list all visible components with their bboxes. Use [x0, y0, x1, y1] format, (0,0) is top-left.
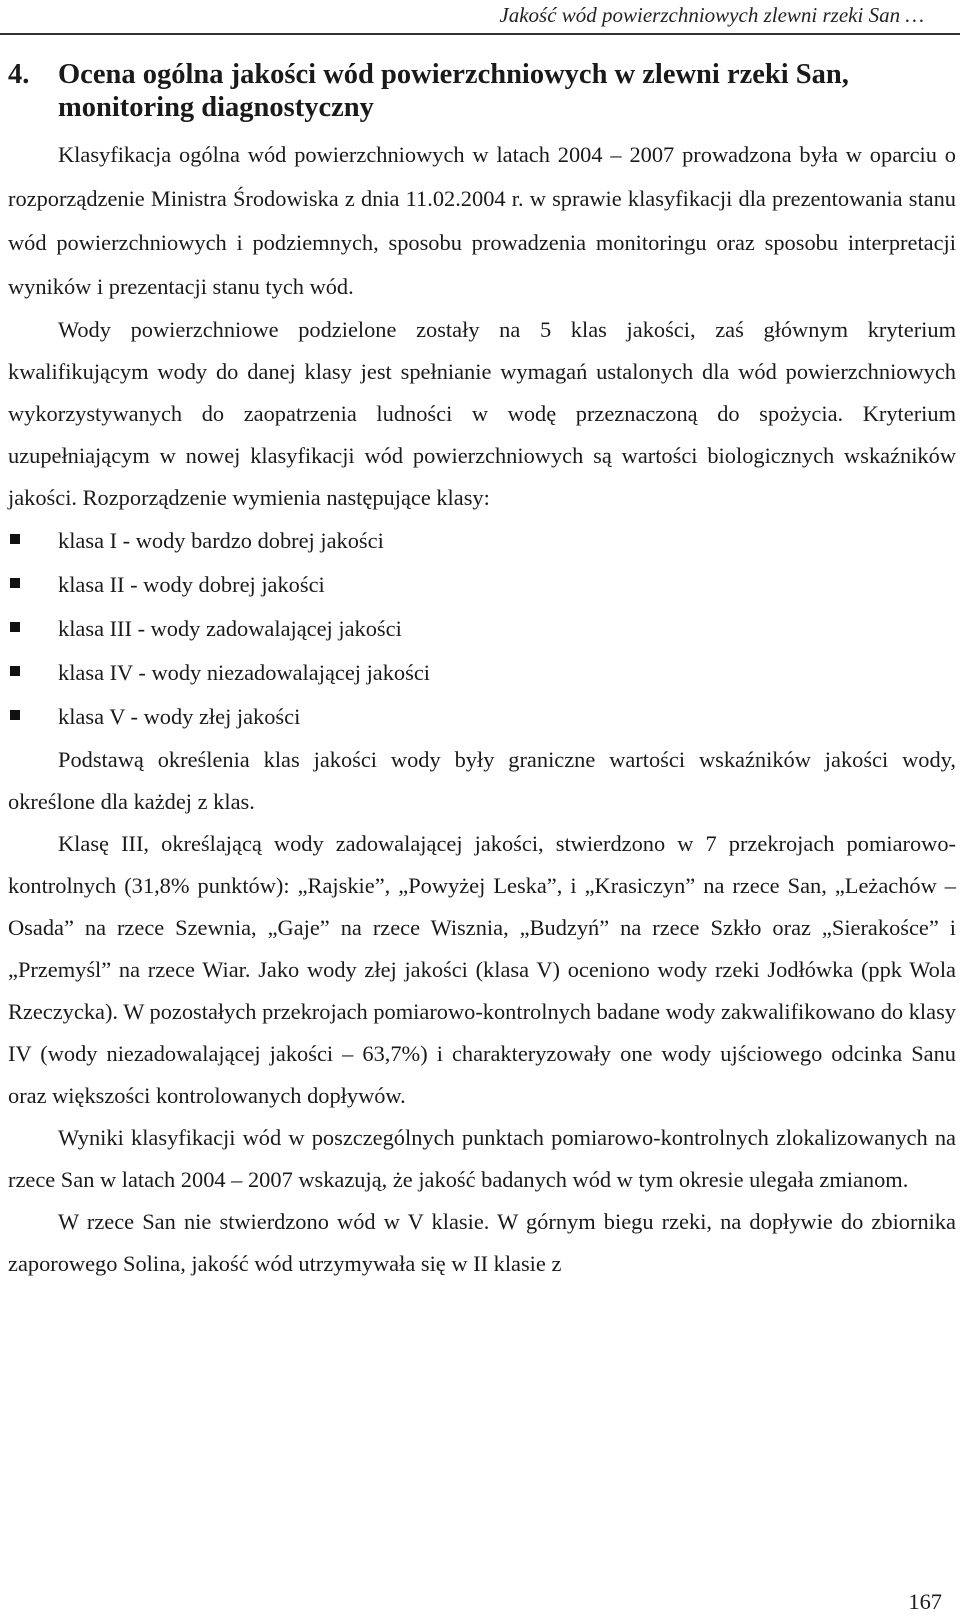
- list-item: klasa IV - wody niezadowalającej jakości: [8, 651, 956, 695]
- header-divider: [0, 33, 960, 35]
- page-body: [8, 58, 956, 1285]
- list-item: klasa II - wody dobrej jakości: [8, 563, 956, 607]
- bullet-square-icon: [10, 622, 20, 632]
- bullet-square-icon: [10, 666, 20, 676]
- paragraph-classification-basis: Klasyfikacja ogólna wód powierzchniowych w latach 2004 – 2007 prowadzona była w oparciu o rozporządzenie Ministra Środowiska z dnia 11.02.2004 r. w sprawie klasyfikacji dla prezentowania stanu wód powierzchniowych i podziemnych, sposobu prowadzenia monitoringu oraz sposobu interpretacji wyników i prezentacji stanu tych wód.: [8, 142, 956, 299]
- section-title: Ocena ogólna jakości wód powierzchniowych w zlewni rzeki San, monitoring diagnostyczny: [58, 59, 849, 123]
- bullet-square-icon: [10, 578, 20, 588]
- paragraph-san-results: Wyniki klasyfikacji wód w poszczególnych punktach pomiarowo-kontrolnych zlokalizowanych na rzece San w latach 2004 – 2007 wskazują, że jakość badanych wód w tym okresie ulegała zmianom.: [8, 1125, 956, 1192]
- bullet-square-icon: [10, 534, 20, 544]
- bullet-square-icon: [10, 710, 20, 720]
- paragraph-class-criteria: Podstawą określenia klas jakości wody były graniczne wartości wskaźników jakości wody, określone dla każdej z klas.: [8, 747, 956, 814]
- section-heading: [8, 58, 956, 124]
- page-number: 167: [908, 1589, 942, 1614]
- paragraph-quality-classes: Wody powierzchniowe podzielone zostały na 5 klas jakości, zaś głównym kryterium kwalifikującym wody do danej klasy jest spełnianie wymagań ustalonych dla wód powierzchniowych wykorzystywanych do zaopatrzenia ludności w wodę przeznaczoną do spożycia. Kryterium uzupełniającym w nowej klasyfikacji wód powierzchniowych są wartości biologicznych wskaźników jakości. Rozporządzenie wymienia następujące klasy:: [8, 317, 956, 510]
- paragraph-class-results: Klasę III, określającą wody zadowalającej jakości, stwierdzono w 7 przekrojach pomiarowo-kontrolnych (31,8% punktów): „Rajskie”, „Powyżej Leska”, i „Krasiczyn” na rzece San, „Leżachów – Osada” na rzece Szewnia, „Gaje” na rzece Wisznia, „Budzyń” na rzece Szkło oraz „Sierakośce” i „Przemyśl” na rzece Wiar. Jako wody złej jakości (klasa V) oceniono wody rzeki Jodłówka (ppk Wola Rzeczycka). W pozostałych przekrojach pomiarowo-kontrolnych badane wody zakwalifikowano do klasy IV (wody niezadowalającej jakości – 63,7%) i charakteryzowały one wody ujściowego odcinka Sanu oraz większości kontrolowanych dopływów.: [8, 831, 956, 1108]
- class-list: [8, 519, 956, 739]
- list-item: klasa I - wody bardzo dobrej jakości: [8, 519, 956, 563]
- list-item: klasa V - wody złej jakości: [8, 695, 956, 739]
- section-number: 4.: [8, 59, 30, 90]
- paragraph-san-details: W rzece San nie stwierdzono wód w V klasie. W górnym biegu rzeki, na dopływie do zbiornika zaporowego Solina, jakość wód utrzymywała się w II klasie z: [8, 1209, 956, 1276]
- running-header: Jakość wód powierzchniowych zlewni rzeki San …: [499, 3, 924, 27]
- list-item: klasa III - wody zadowalającej jakości: [8, 607, 956, 651]
